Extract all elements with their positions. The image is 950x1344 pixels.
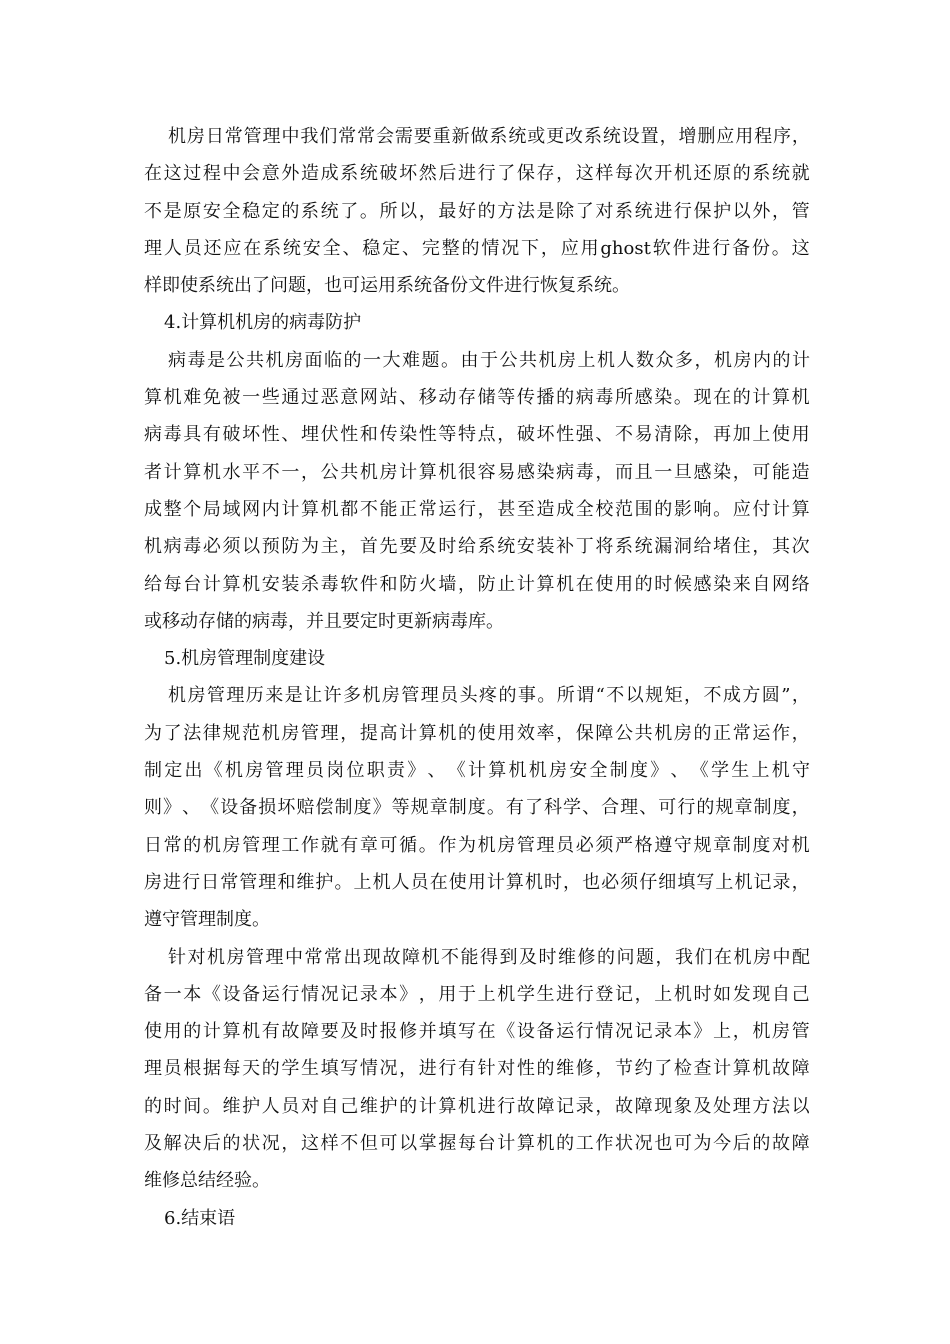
body-paragraph bbox=[144, 118, 810, 304]
paragraph-line: 病 毒 具 有 破 坏 性 、 埋 伏 性 和 传 染 性 等 特 点 ， 破 坏 性 强 、 不 易 清 除 ， 再 加 上 使 用 bbox=[144, 424, 810, 446]
section-heading: 5.机房管理制度建设 bbox=[164, 648, 326, 670]
paragraph-line: 为 了 法 律 规 范 机 房 管 理 ， 提 高 计 算 机 的 使 用 效 率 ， 保 障 公 共 机 房 的 正 常 运 作 ， bbox=[144, 722, 810, 744]
paragraph-line: 样即使系统出了问题，也可运用系统备份文件进行恢复系统。 bbox=[144, 275, 630, 297]
paragraph-line: 病 毒 是 公 共 机 房 面 临 的 一 大 难 题 。 由 于 公 共 机 房 上 机 人 数 众 多 ， 机 房 内 的 计 bbox=[168, 349, 810, 371]
paragraph-line: 及 解 决 后 的 状 况 ， 这 样 不 但 可 以 掌 握 每 台 计 算 机 的 工 作 状 况 也 可 为 今 后 的 故 障 bbox=[144, 1133, 810, 1155]
body-paragraph bbox=[144, 342, 810, 640]
paragraph-line: 机 病 毒 必 须 以 预 防 为 主 ， 首 先 要 及 时 给 系 统 安 装 补 丁 将 系 统 漏 洞 给 堵 住 ， 其 次 bbox=[144, 536, 810, 558]
paragraph-line: 算 机 难 免 被 一 些 通 过 恶 意 网 站 、 移 动 存 储 等 传 播 的 病 毒 所 感 染 。 现 在 的 计 算 机 bbox=[144, 387, 810, 409]
paragraph-line: 则 》 、 《 设 备 损 坏 赔 偿 制 度 》 等 规 章 制 度 。 有 了 科 学 、 合 理 、 可 行 的 规 章 制 度 ， bbox=[144, 797, 810, 819]
paragraph-line: 维修总结经验。 bbox=[144, 1170, 270, 1192]
paragraph-line: 备 一 本 《 设 备 运 行 情 况 记 录 本 》 ， 用 于 上 机 学 生 进 行 登 记 ， 上 机 时 如 发 现 自 己 bbox=[144, 983, 810, 1005]
paragraph-line: 或移动存储的病毒，并且要定时更新病毒库。 bbox=[144, 610, 504, 632]
paragraph-line: 使 用 的 计 算 机 有 故 障 要 及 时 报 修 并 填 写 在 《 设 备 运 行 情 况 记 录 本 》 上 ， 机 房 管 bbox=[144, 1021, 810, 1043]
paragraph-line: 针 对 机 房 管 理 中 常 常 出 现 故 障 机 不 能 得 到 及 时 维 修 的 问 题 ， 我 们 在 机 房 中 配 bbox=[168, 946, 810, 968]
paragraph-line: 成 整 个 局 域 网 内 计 算 机 都 不 能 正 常 运 行 ， 甚 至 造 成 全 校 范 围 的 影 响 。 应 付 计 算 bbox=[144, 498, 810, 520]
body-paragraph bbox=[144, 939, 810, 1200]
paragraph-line: 理 人 员 还 应 在 系 统 安 全 、 稳 定 、 完 整 的 情 况 下 ， 应 用 ghost 软 件 进 行 备 份 。 这 bbox=[144, 237, 810, 259]
paragraph-line: 日 常 的 机 房 管 理 工 作 就 有 章 可 循 。 作 为 机 房 管 理 员 必 须 严 格 遵 守 规 章 制 度 对 机 bbox=[144, 834, 810, 856]
paragraph-line: 理 员 根 据 每 天 的 学 生 填 写 情 况 ， 进 行 有 针 对 性 的 维 修 ， 节 约 了 检 查 计 算 机 故 障 bbox=[144, 1058, 810, 1080]
paragraph-line: 不 是 原 安 全 稳 定 的 系 统 了 。 所 以 ， 最 好 的 方 法 是 除 了 对 系 统 进 行 保 护 以 外 ， 管 bbox=[144, 200, 810, 222]
paragraph-line: 机 房 管 理 历 来 是 让 许 多 机 房 管 理 员 头 疼 的 事 。 所 谓 “ 不 以 规 矩 ， 不 成 方 圆 ” ， bbox=[168, 685, 810, 707]
section-heading: 4.计算机机房的病毒防护 bbox=[164, 312, 362, 334]
paragraph-line: 制 定 出 《 机 房 管 理 员 岗 位 职 责 》 、 《 计 算 机 机 房 安 全 制 度 》 、 《 学 生 上 机 守 bbox=[144, 760, 810, 782]
document-page bbox=[144, 118, 810, 1237]
body-paragraph bbox=[144, 677, 810, 938]
paragraph-line: 的 时 间 。 维 护 人 员 对 自 己 维 护 的 计 算 机 进 行 故 障 记 录 ， 故 障 现 象 及 处 理 方 法 以 bbox=[144, 1095, 810, 1117]
paragraph-line: 者 计 算 机 水 平 不 一 ， 公 共 机 房 计 算 机 很 容 易 感 染 病 毒 ， 而 且 一 旦 感 染 ， 可 能 造 bbox=[144, 461, 810, 483]
paragraph-line: 机 房 日 常 管 理 中 我 们 常 常 会 需 要 重 新 做 系 统 或 更 改 系 统 设 置 ， 增 删 应 用 程 序 ， bbox=[168, 126, 810, 147]
paragraph-line: 房 进 行 日 常 管 理 和 维 护 。 上 机 人 员 在 使 用 计 算 机 时 ， 也 必 须 仔 细 填 写 上 机 记 录 ， bbox=[144, 871, 810, 893]
section-heading: 6.结束语 bbox=[164, 1207, 236, 1229]
paragraph-line: 在 这 过 程 中 会 意 外 造 成 系 统 破 坏 然 后 进 行 了 保 存 ， 这 样 每 次 开 机 还 原 的 系 统 就 bbox=[144, 163, 810, 185]
paragraph-line: 给 每 台 计 算 机 安 装 杀 毒 软 件 和 防 火 墙 ， 防 止 计 算 机 在 使 用 的 时 候 感 染 来 自 网 络 bbox=[144, 573, 810, 595]
paragraph-line: 遵守管理制度。 bbox=[144, 909, 270, 931]
